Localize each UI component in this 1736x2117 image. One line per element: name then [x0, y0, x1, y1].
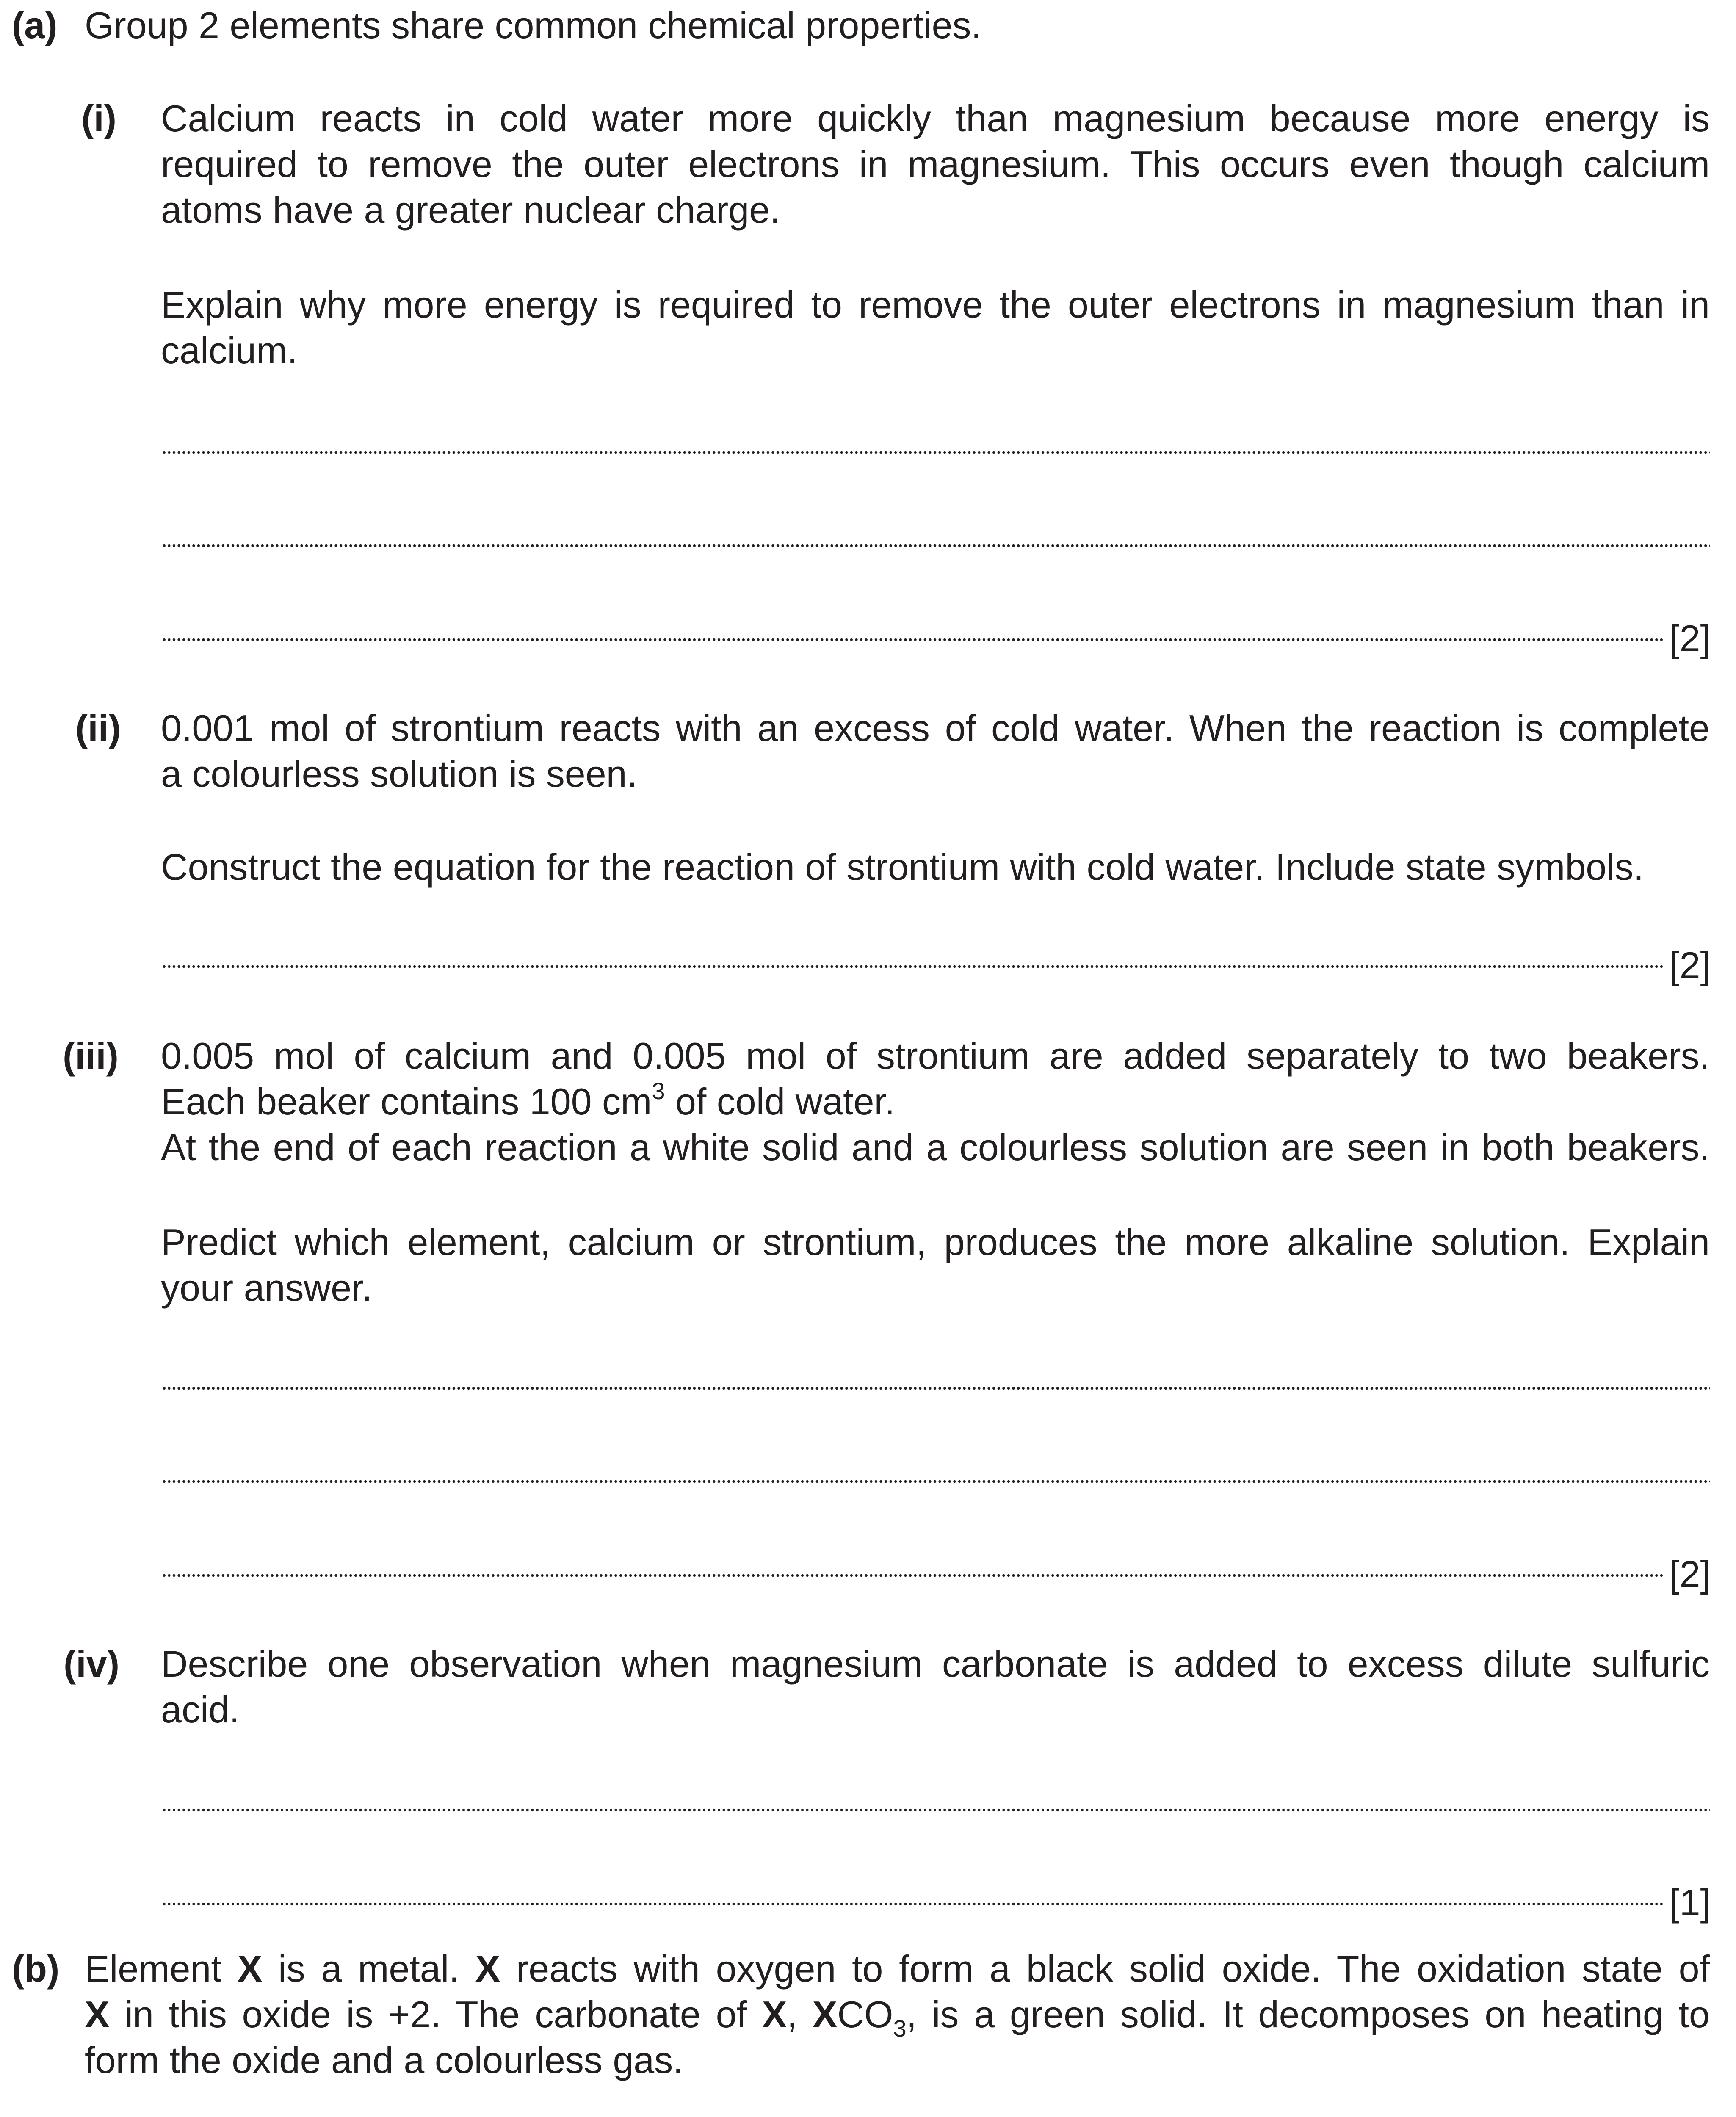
mark-allocation: [1] [1669, 1882, 1711, 1924]
answer-line[interactable] [162, 638, 1663, 642]
part-a-intro: Group 2 elements share common chemical properties. [85, 4, 981, 46]
question-a-i-stem-line-3: atoms have a greater nuclear charge. [161, 189, 780, 231]
question-a-iii-line-2: Each beaker contains 100 $cm^3$ of cold water. [161, 1078, 895, 1122]
part-b-line-1: Element X is a metal. X reacts with oxygen to form a black solid oxide. The oxidation state of [85, 1948, 1710, 1990]
part-b-line-3: form the oxide and a colourless gas. [85, 2039, 683, 2081]
answer-line[interactable] [162, 1808, 1710, 1812]
question-a-i-label: (i) [81, 97, 117, 139]
question-a-i-stem-line-1: Calcium reacts in cold water more quickly than magnesium because more energy is [161, 97, 1710, 139]
answer-line[interactable] [162, 1573, 1663, 1578]
question-a-iii-line-3: At the end of each reaction a white solid and a colourless solution are seen in both beakers. [161, 1126, 1710, 1168]
question-a-iii-task-line-2: your answer. [161, 1267, 372, 1309]
question-a-ii-stem-line-1: 0.001 mol of strontium reacts with an excess of cold water. When the reaction is complete [161, 707, 1710, 749]
answer-line[interactable] [162, 1386, 1710, 1390]
mark-allocation: [2] [1669, 1553, 1711, 1595]
question-a-iv-stem-line-1: Describe one observation when magnesium carbonate is added to excess dilute sulfuric [161, 1643, 1710, 1685]
question-a-ii-task: Construct the equation for the reaction of strontium with cold water. Include state symbols. [161, 846, 1644, 888]
answer-line[interactable] [162, 450, 1710, 455]
answer-line[interactable] [162, 1902, 1663, 1906]
part-a-label: (a) [12, 4, 58, 46]
mark-allocation: [2] [1669, 944, 1711, 986]
question-a-i-stem-line-2: required to remove the outer electrons in magnesium. This occurs even though calcium [161, 143, 1710, 185]
mark-allocation: [2] [1669, 617, 1711, 659]
question-a-i-task-line-1: Explain why more energy is required to remove the outer electrons in magnesium than in [161, 284, 1710, 326]
question-a-iii-line-1: 0.005 mol of calcium and 0.005 mol of strontium are added separately to two beakers. [161, 1035, 1710, 1077]
question-a-ii-stem-line-2: a colourless solution is seen. [161, 753, 638, 795]
answer-line[interactable] [162, 965, 1663, 969]
question-a-iii-label: (iii) [63, 1035, 119, 1077]
answer-line[interactable] [162, 544, 1710, 548]
question-a-iii-task-line-1: Predict which element, calcium or strontium, produces the more alkaline solution. Explain [161, 1221, 1710, 1263]
question-a-iv-label: (iv) [64, 1643, 119, 1685]
answer-line[interactable] [162, 1479, 1710, 1484]
question-a-iv-stem-line-2: acid. [161, 1689, 240, 1730]
part-b-label: (b) [12, 1948, 60, 1990]
part-b-line-2: X in this oxide is +2. The carbonate of X, $XCO_3$, is a green solid. It decomposes on heating to [85, 1993, 1710, 2042]
question-a-i-task-line-2: calcium. [161, 329, 298, 371]
question-a-ii-label: (ii) [75, 707, 121, 749]
